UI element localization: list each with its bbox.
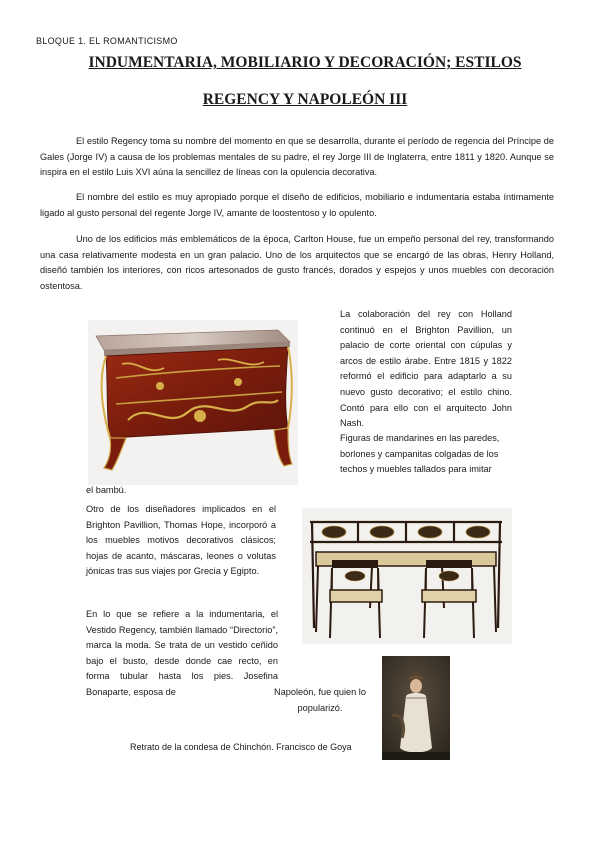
portrait-caption: Retrato de la condesa de Chinchón. Francisco de Goya xyxy=(130,742,352,752)
paragraph-chinese-decoration: Figuras de mandarines en las paredes, borlones y campanitas colgadas de los techos y muebles tallados para imitar xyxy=(340,433,500,475)
portrait-image xyxy=(382,656,450,760)
document-header: BLOQUE 1. EL ROMANTICISMO xyxy=(36,36,178,46)
commode-image xyxy=(88,320,298,485)
page-title-line2: REGENCY Y NAPOLEÓN III xyxy=(202,91,408,108)
page-title-line1: INDUMENTARIA, MOBILIARIO Y DECORACIÓN; ESTILOS xyxy=(88,54,522,71)
settee-illustration xyxy=(302,508,512,644)
paragraph-chinese-decoration-end: el bambú. xyxy=(86,485,127,495)
commode-illustration xyxy=(88,320,298,485)
paragraph-carlton-house: Uno de los edificios más emblemáticos de la época, Carlton House, fue un empeño personal del rey, transformando una casa relativamente modesta en un gran palacio. Uno de los arquitectos que se encargó de las obras, Henry Holland, diseñó también los interiores, con ricos artesonados de gusto francés, dorados y espejos y unos muebles con decoración ostentosa. xyxy=(40,234,554,291)
paragraph-thomas-hope: Otro de los diseñadores implicados en el Brighton Pavillion, Thomas Hope, incorporó a los muebles motivos decorativos clásicos; hojas de acanto, máscaras, leones o volutas jónicas tras sus viajes por Grecia y Egipto. xyxy=(86,504,276,577)
paragraph-regency-origin: El estilo Regency toma su nombre del momento en que se desarrolla, durante el período de regencia del Príncipe de Gales (Jorge IV) a causa de los problemas mentales de su padre, el rey Jorge III de Inglaterra, entre 1811 y 1820. Aunque se inspira en el estilo Luis XVI aúna la sencillez de líneas con la opulencia decorativa. xyxy=(40,136,554,178)
settee-image xyxy=(302,508,512,644)
paragraph-regency-dress: En lo que se refiere a la indumentaria, el Vestido Regency, también llamado “Directorio”, marca la moda. Se trata de un vestido ceñido bajo el busto, desde donde cae recto, en forma tubular hasta los pies. Josefina Bonaparte, esposa de xyxy=(86,609,278,697)
paragraph-brighton-pavillion: La colaboración del rey con Holland continuó en el Brighton Pavillion, un palacio de corte oriental con cúpulas y arcos de estilo árabe. Entre 1815 y 1822 reformó el edificio para adaptarlo a su nuevo gusto decorativo; el estilo chino. Contó para ello con el arquitecto John Nash. xyxy=(340,309,512,429)
paragraph-style-name: El nombre del estilo es muy apropiado porque el diseño de edificios, mobiliario e indumentaria estaba íntimamente ligado al gusto personal del regente Jorge IV, amante de loostentoso y lo opulento. xyxy=(40,192,554,218)
paragraph-regency-dress-end: Napoleón, fue quien lo popularizó. xyxy=(274,687,366,713)
portrait-illustration xyxy=(382,656,450,760)
